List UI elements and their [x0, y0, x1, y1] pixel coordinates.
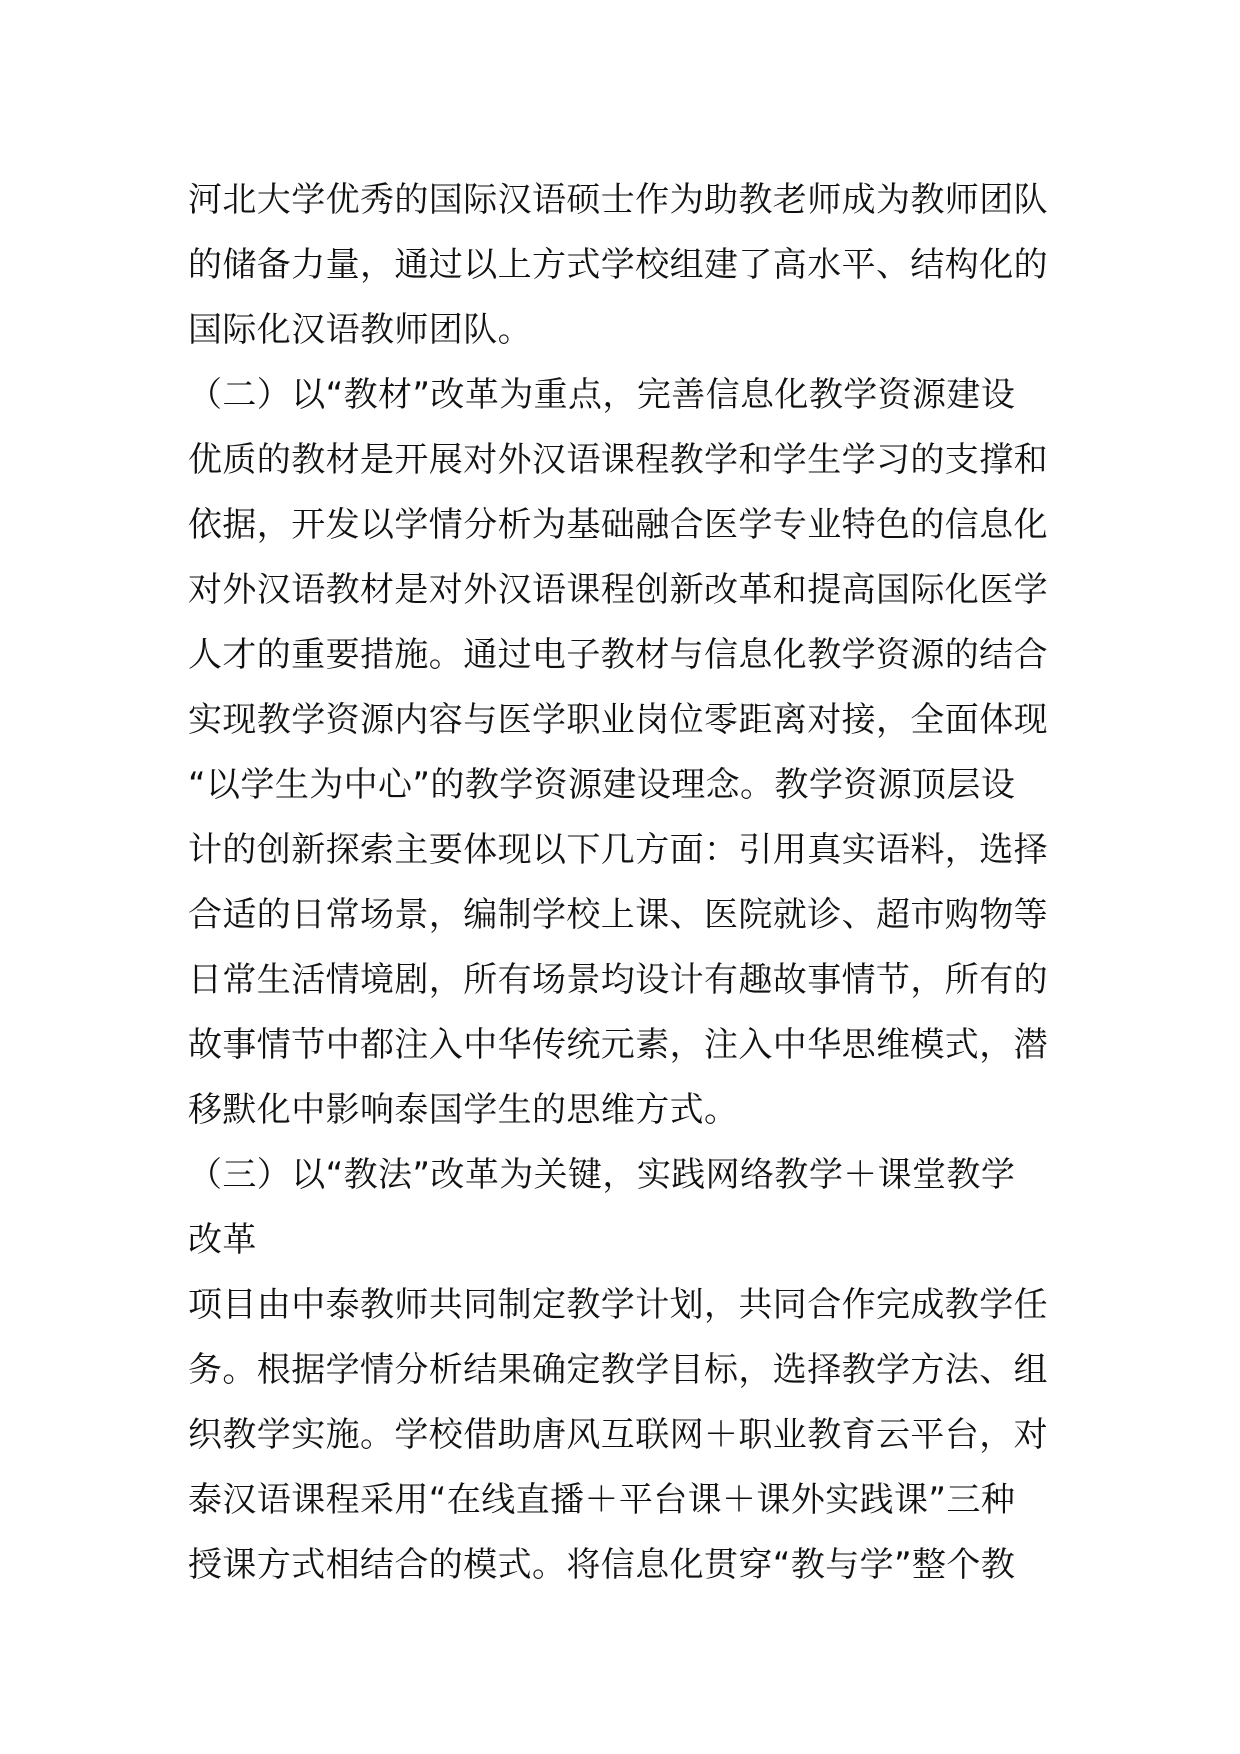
text-line-6: 依据，开发以学情分析为基础融合医学专业特色的信息化 [188, 505, 1048, 545]
text-line-22: 授课方式相结合的模式。将信息化贯穿“教与学”整个教 [188, 1545, 1016, 1585]
text-line-10: “以学生为中心”的教学资源建设理念。教学资源顶层设 [188, 765, 1016, 805]
text-line-8: 人才的重要措施。通过电子教材与信息化教学资源的结合 [188, 635, 1048, 675]
text-line-5: 优质的教材是开展对外汉语课程教学和学生学习的支撑和 [188, 440, 1048, 480]
text-line-15: 移默化中影响泰国学生的思维方式。 [188, 1090, 739, 1130]
body-text [188, 168, 1068, 1598]
text-line-21: 泰汉语课程采用“在线直播＋平台课＋课外实践课”三种 [188, 1480, 1016, 1520]
text-line-3: 国际化汉语教师团队。 [188, 310, 532, 350]
text-line-9: 实现教学资源内容与医学职业岗位零距离对接，全面体现 [188, 700, 1048, 740]
text-line-20: 织教学实施。学校借助唐风互联网＋职业教育云平台，对 [188, 1415, 1048, 1455]
text-line-18: 项目由中泰教师共同制定教学计划，共同合作完成教学任 [188, 1285, 1048, 1325]
section-heading-3-continued: 改革 [188, 1220, 257, 1260]
text-line-14: 故事情节中都注入中华传统元素，注入中华思维模式，潜 [188, 1025, 1048, 1065]
text-line-19: 务。根据学情分析结果确定教学目标，选择教学方法、组 [188, 1350, 1048, 1390]
text-line-1: 河北大学优秀的国际汉语硕士作为助教老师成为教师团队 [188, 180, 1048, 220]
text-line-2: 的储备力量，通过以上方式学校组建了高水平、结构化的 [188, 245, 1048, 285]
section-heading-2: （二）以“教材”改革为重点，完善信息化教学资源建设 [188, 375, 1016, 415]
text-line-13: 日常生活情境剧，所有场景均设计有趣故事情节，所有的 [188, 960, 1048, 1000]
text-line-12: 合适的日常场景，编制学校上课、医院就诊、超市购物等 [188, 895, 1048, 935]
text-line-11: 计的创新探索主要体现以下几方面：引用真实语料，选择 [188, 830, 1048, 870]
text-line-7: 对外汉语教材是对外汉语课程创新改革和提高国际化医学 [188, 570, 1048, 610]
section-heading-3: （三）以“教法”改革为关键，实践网络教学＋课堂教学 [188, 1155, 1016, 1195]
